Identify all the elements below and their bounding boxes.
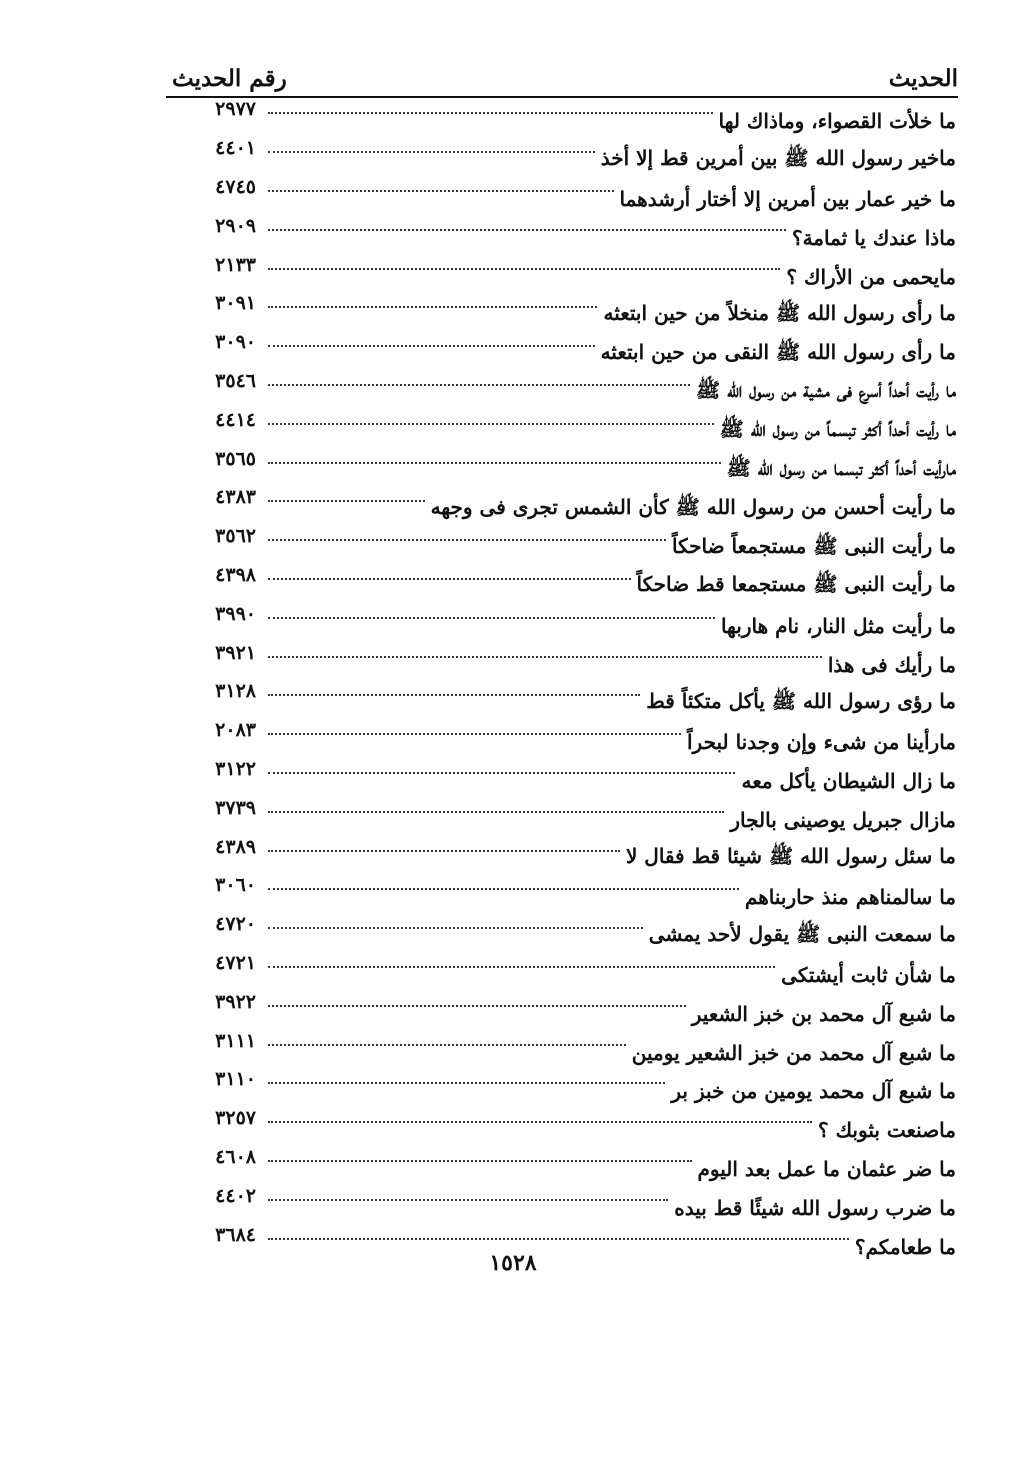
entry-text: ما رأيت النبى ﷺ مستجمعا قط ضاحكاً — [636, 572, 956, 597]
dot-leader — [268, 539, 666, 541]
entry-text: ما طعامكم؟ — [854, 1234, 956, 1259]
entry-text: مارأينا من شىء وإن وجدنا لبحراً — [686, 730, 956, 755]
entry-text: ماصنعت بثوبك ؟ — [817, 1118, 956, 1143]
index-entry — [176, 253, 956, 296]
entry-text: ماذا عندك يا ثمامة؟ — [791, 225, 956, 250]
dot-leader — [268, 694, 640, 696]
index-entry — [176, 757, 956, 801]
dot-leader — [268, 966, 775, 968]
entry-number: ٣٦٨٤ — [215, 1223, 256, 1246]
entry-number: ٤٦٠٨ — [215, 1145, 256, 1168]
entry-number: ٤٣٨٩ — [215, 835, 256, 858]
page-number: ١٥٢٨ — [489, 1250, 537, 1276]
entry-text: ما رأيت مثل النار، نام هاربها — [720, 613, 956, 638]
dot-leader — [268, 927, 643, 929]
entry-text: ما سالمناهم منذ حاربناهم — [744, 885, 956, 910]
index-entry — [176, 796, 956, 839]
dot-leader — [268, 423, 714, 425]
dot-leader — [268, 656, 822, 658]
entry-text: ماخير رسول الله ﷺ بين أمرين قط إلا أخذ — [600, 145, 956, 170]
entry-text: ما شأن ثابت أيشتكى — [781, 962, 956, 987]
entry-number: ٣٧٣٩ — [215, 796, 256, 819]
entry-number: ٢١٣٣ — [215, 253, 256, 276]
entry-text: ما ضر عثمان ما عمل بعد اليوم — [697, 1156, 956, 1181]
dot-leader — [268, 1005, 686, 1007]
entry-text: ما ضرب رسول الله شيئًا قط بيده — [674, 1195, 956, 1220]
entry-number: ٣١١٠ — [215, 1068, 256, 1091]
entry-number: ٣٠٩٠ — [215, 331, 256, 354]
entry-number: ٣٩٢٢ — [215, 990, 256, 1013]
index-entry — [176, 98, 956, 141]
index-entry — [176, 563, 956, 607]
entry-number: ٤٧٢٠ — [215, 913, 256, 936]
dot-leader — [268, 1082, 665, 1084]
dot-leader — [268, 617, 715, 619]
entry-text: مايحمى من الأراك ؟ — [786, 264, 956, 289]
entry-number: ٣٥٦٢ — [215, 525, 256, 548]
dot-leader — [268, 229, 786, 231]
index-entry — [176, 602, 956, 645]
entry-text: ما رأى رسول الله ﷺ النقى من حين ابتعثه — [600, 339, 956, 364]
dot-leader — [268, 384, 690, 386]
dot-leader — [268, 1199, 668, 1201]
dot-leader — [268, 462, 721, 464]
page-header — [172, 52, 958, 92]
dot-leader — [268, 151, 595, 153]
entry-number: ٣٠٩١ — [215, 292, 256, 315]
entry-text: ما شبع آل محمد بن خبز الشعير — [691, 1001, 956, 1026]
entry-text: ما رأيت أحسن من رسول الله ﷺ كأن الشمس تجرى فى وجهه — [430, 494, 956, 519]
entry-number: ٤٧٤٥ — [215, 175, 256, 198]
index-entry — [176, 447, 956, 490]
entry-number: ٣٥٦٥ — [215, 447, 256, 470]
dot-leader — [268, 1121, 812, 1123]
index-entry — [176, 525, 956, 568]
column-title-hadith: الحديث — [888, 65, 958, 92]
entry-text: ما خلأت القصواء، وماذاك لها — [718, 109, 956, 134]
index-entry — [176, 913, 956, 956]
entry-text: مارأيت أحداً أكثر تبسما من رسول الله ﷺ — [726, 456, 956, 481]
entry-number: ٤٤٠٢ — [215, 1184, 256, 1207]
entry-text: ما خير عمار بين أمرين إلا أختار أرشدهما — [619, 186, 956, 211]
index-entry — [176, 214, 956, 257]
entry-text: مازال جبريل يوصينى بالجار — [730, 807, 956, 832]
hadith-index-list — [176, 98, 956, 1266]
index-entry — [176, 951, 956, 995]
dot-leader — [268, 578, 631, 580]
index-entry — [176, 1184, 956, 1227]
index-entry — [176, 680, 956, 723]
index-entry — [176, 874, 956, 917]
entry-number: ٢٩٠٩ — [215, 214, 256, 237]
dot-leader — [268, 850, 620, 852]
entry-text: ما سمعت النبى ﷺ يقول لأحد يمشى — [648, 921, 956, 946]
entry-number: ٢٠٨٣ — [215, 719, 256, 742]
entry-number: ٣٩٢١ — [215, 641, 256, 664]
entry-number: ٣١٢٢ — [215, 757, 256, 780]
dot-leader — [268, 811, 724, 813]
index-entry — [176, 175, 956, 219]
entry-number: ٤٧٢١ — [215, 951, 256, 974]
entry-number: ٤٤٠١ — [215, 137, 256, 160]
entry-text: ما رأيت النبى ﷺ مستجمعاً ضاحكاً — [672, 533, 956, 558]
dot-leader — [268, 1238, 849, 1240]
index-entry — [176, 1107, 956, 1150]
dot-leader — [268, 1044, 626, 1046]
index-entry — [176, 331, 956, 374]
dot-leader — [268, 733, 681, 735]
dot-leader — [268, 112, 713, 114]
entry-text: ما زال الشيطان يأكل معه — [741, 768, 956, 793]
index-entry — [176, 292, 956, 335]
index-entry — [176, 641, 956, 684]
entry-number: ٣٥٤٦ — [215, 369, 256, 392]
index-entry — [176, 835, 956, 878]
index-entry — [176, 1068, 956, 1111]
entry-number: ٣١١١ — [215, 1029, 256, 1052]
entry-number: ٣١٢٨ — [215, 680, 256, 703]
index-entry — [176, 486, 956, 529]
dot-leader — [268, 190, 614, 192]
column-title-hadith-number: رقم الحديث — [172, 65, 287, 92]
dot-leader — [268, 268, 780, 270]
index-entry — [176, 408, 956, 451]
entry-text: ما رأيت أحداً أكثر تبسماً من رسول الله ﷺ — [719, 417, 956, 442]
entry-text: ما شبع آل محمد يومين من خبز بر — [671, 1079, 956, 1104]
entry-number: ٣٩٩٠ — [215, 602, 256, 625]
dot-leader — [268, 500, 425, 502]
entry-number: ٤٤١٤ — [215, 408, 256, 431]
index-entry — [176, 369, 956, 413]
header-rule — [166, 96, 958, 98]
entry-text: ما رأيك فى هذا — [827, 652, 956, 677]
dot-leader — [268, 306, 597, 308]
entry-text: ما سئل رسول الله ﷺ شيئا قط فقال لا — [625, 844, 956, 869]
entry-number: ٤٣٩٨ — [215, 563, 256, 586]
index-entry — [176, 1029, 956, 1072]
entry-number: ٣٠٦٠ — [215, 874, 256, 897]
dot-leader — [268, 772, 735, 774]
index-entry — [176, 719, 956, 762]
entry-number: ٢٩٧٧ — [215, 98, 256, 121]
entry-text: ما رأيت أحداً أسرع فى مشية من رسول الله ﷺ — [696, 378, 956, 403]
entry-text: ما رأى رسول الله ﷺ منخلاً من حين ابتعثه — [603, 300, 956, 325]
entry-number: ٤٣٨٣ — [215, 486, 256, 509]
entry-text: ما رؤى رسول الله ﷺ يأكل متكئاً قط — [646, 688, 956, 713]
dot-leader — [268, 888, 739, 890]
entry-number: ٣٢٥٧ — [215, 1107, 256, 1130]
index-entry — [176, 137, 956, 180]
entry-text: ما شبع آل محمد من خبز الشعير يومين — [631, 1040, 956, 1065]
index-entry — [176, 990, 956, 1033]
dot-leader — [268, 345, 595, 347]
dot-leader — [268, 1160, 692, 1162]
index-entry — [176, 1145, 956, 1189]
